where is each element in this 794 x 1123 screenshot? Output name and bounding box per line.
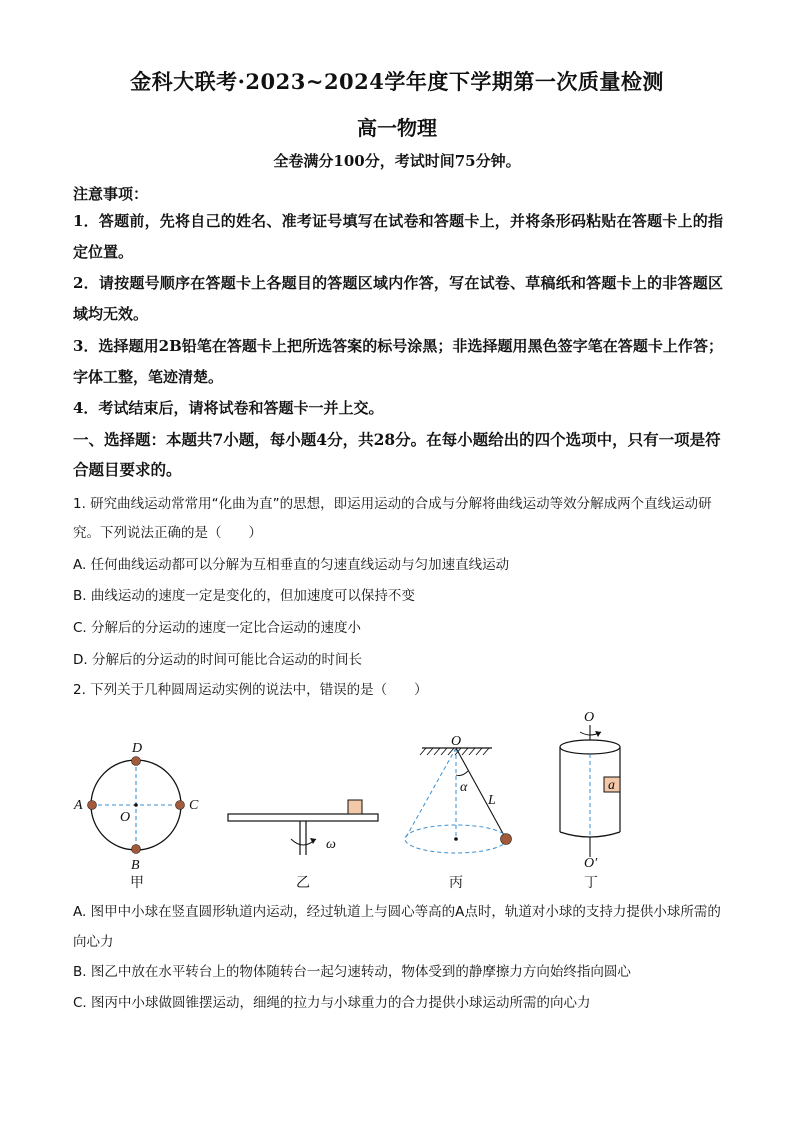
label-alpha: α bbox=[460, 780, 468, 795]
q1-option-a: A. 任何曲线运动都可以分解为互相垂直的匀速直线运动与匀加速直线运动 bbox=[73, 557, 510, 573]
label-l: L bbox=[488, 793, 496, 808]
label-o-bing: O bbox=[451, 734, 462, 749]
q1-option-d: D. 分解后的分运动的时间可能比合运动的时间长 bbox=[73, 652, 362, 668]
ball-d bbox=[132, 757, 141, 766]
figure-yi bbox=[228, 800, 378, 891]
full-mark-info: 全卷满分100分，考试时间75分钟。 bbox=[273, 152, 521, 170]
q1-option-c: C. 分解后的分运动的速度一定比合运动的速度小 bbox=[73, 620, 362, 636]
label-a-block: a bbox=[608, 778, 615, 793]
q2-figure bbox=[60, 705, 740, 895]
notice-item-3: 3．选择题用2B铅笔在答题卡上把所选答案的标号涂黑；非选择题用黑色签字笔在答题卡上作答；字体工整，笔迹清楚。 bbox=[73, 337, 723, 386]
question-2-stem: 2. 下列关于几种圆周运动实例的说法中，错误的是（ ） bbox=[73, 682, 428, 698]
notice-item-2: 2．请按题号顺序在答题卡上各题目的答题区域内作答，写在试卷、草稿纸和答题卡上的非答题区域均无效。 bbox=[73, 274, 723, 323]
question-1-stem: 1. 研究曲线运动常常用“化曲为直”的思想，即运用运动的合成与分解将曲线运动等效分解成两个直线运动研究。下列说法正确的是（ ） bbox=[73, 496, 712, 541]
q2-option-c: C. 图丙中小球做圆锥摆运动，细绳的拉力与小球重力的合力提供小球运动所需的向心力 bbox=[73, 995, 591, 1011]
ball-bing bbox=[501, 834, 512, 845]
figure-bing bbox=[405, 734, 512, 891]
label-o-prime: O′ bbox=[584, 856, 598, 871]
label-o-ding: O bbox=[584, 710, 595, 725]
notice-item-1: 1．答题前，先将自己的姓名、准考证号填写在试卷和答题卡上，并将条形码粘贴在答题卡上的指定位置。 bbox=[73, 212, 723, 261]
section-1-heading: 一、选择题：本题共7小题，每小题4分，共28分。在每小题给出的四个选项中，只有一项是符合题目要求的。 bbox=[73, 430, 721, 479]
caption-jia: 甲 bbox=[130, 876, 144, 891]
caption-bing: 丙 bbox=[449, 876, 463, 891]
notice-heading: 注意事项： bbox=[73, 185, 149, 203]
exam-title: 金科大联考·2023~2024学年度下学期第一次质量检测 bbox=[130, 69, 664, 94]
q1-option-b: B. 曲线运动的速度一定是变化的，但加速度可以保持不变 bbox=[73, 588, 415, 604]
q2-option-a: A. 图甲中小球在竖直圆形轨道内运动，经过轨道上与圆心等高的A点时，轨道对小球的支持力提供小球所需的向心力 bbox=[73, 904, 721, 950]
ball-b bbox=[132, 845, 141, 854]
notice-item-4: 4．考试结束后，请将试卷和答题卡一并上交。 bbox=[73, 399, 384, 417]
label-o: O bbox=[120, 810, 131, 825]
caption-ding: 丁 bbox=[584, 876, 598, 891]
subject-title: 高一物理 bbox=[357, 116, 437, 140]
label-c: C bbox=[189, 798, 199, 813]
label-d: D bbox=[132, 741, 143, 756]
figure-jia bbox=[73, 741, 199, 891]
label-a: A bbox=[74, 798, 83, 813]
ball-a bbox=[88, 801, 97, 810]
figure-ding bbox=[560, 710, 620, 891]
label-omega: ω bbox=[326, 837, 336, 852]
ball-c bbox=[176, 801, 185, 810]
q2-option-b: B. 图乙中放在水平转台上的物体随转台一起匀速转动，物体受到的静摩擦力方向始终指向圆心 bbox=[73, 964, 631, 980]
label-b: B bbox=[131, 858, 140, 873]
caption-yi: 乙 bbox=[296, 876, 310, 891]
